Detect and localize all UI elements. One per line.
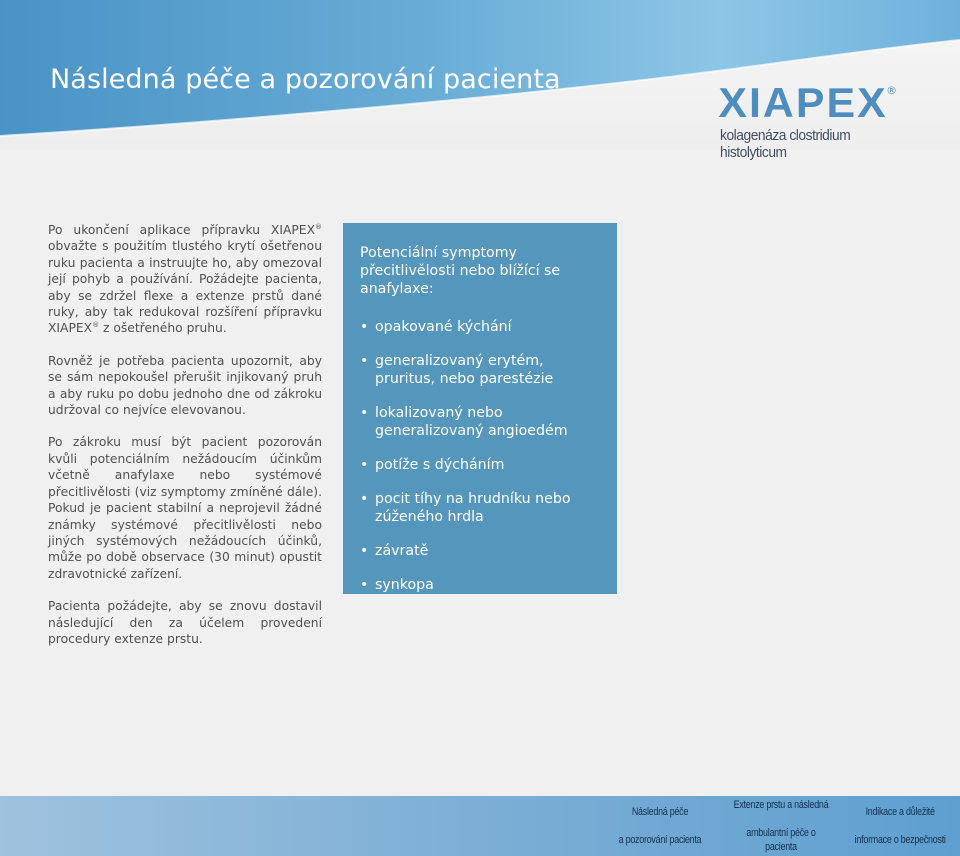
nav-tab-finger-extension[interactable]: Extenze prstu a následná ambulantní péče o pacienta — [733, 799, 829, 853]
instructions-text — [48, 222, 322, 663]
symptom-item: • generalizovaný erytém, pruritus, nebo parestézie — [360, 353, 554, 387]
logo-wordmark: XIAPEX — [718, 79, 888, 126]
bullet-icon: • — [360, 543, 369, 559]
header-band — [0, 0, 960, 161]
symptom-list — [360, 318, 599, 594]
footer-navigation — [0, 796, 960, 856]
symptom-item: • pocit tíhy na hrudníku nebo zúženého hrdla — [360, 491, 571, 525]
bullet-icon: • — [360, 319, 369, 335]
symptom-item: • závratě — [360, 543, 429, 559]
bullet-icon: • — [360, 405, 369, 421]
hypersensitivity-symptoms-box — [343, 223, 617, 594]
logo-subtitle: kolagenáza clostridium histolyticum — [720, 127, 851, 161]
symptom-item: • potíže s dýcháním — [360, 457, 505, 473]
bullet-icon: • — [360, 353, 369, 369]
logo-registered-mark: ® — [886, 84, 898, 97]
bullet-icon: • — [360, 457, 369, 473]
symptoms-box-title: Potenciální symptomy přecitlivělosti nebo blížící se anafylaxe: — [360, 245, 561, 297]
paragraph-observation: Po zákroku musí být pacient pozorován kvůli potenciálním nežádoucím účinkům včetně anafylaxe nebo systémové přecitlivělosti (viz symptomy zmíněné dále). Pokud je pacient stabilní a neprojevil žádné známky systémové přecitlivělosti nebo jiných systémových nežádoucích účinků, může po době observace (30 minut) opustit zdravotnické zařízení. — [48, 435, 322, 581]
symptom-item: • lokalizovaný nebo generalizovaný angioedém — [360, 405, 568, 439]
xiapex-logo — [718, 79, 925, 161]
symptom-item: • synkopa — [360, 577, 434, 593]
bullet-icon: • — [360, 491, 369, 507]
paragraph-elevation: Rovněž je potřeba pacienta upozornit, aby se sám nepokoušel přerušit injikovaný pruh a aby ruku po dobu jednoho dne od zákroku udržoval co nejvíce elevovanou. — [48, 353, 322, 418]
nav-tab-aftercare[interactable]: Následná péče a pozorování pacienta — [618, 806, 702, 846]
paragraph-return-visit: Pacienta požádejte, aby se znovu dostavil následující den za účelem provedení procedury extenze prstu. — [48, 599, 322, 646]
page-title: Následná péče a pozorování pacienta — [50, 64, 561, 95]
symptom-item: • opakované kýchání — [360, 319, 512, 335]
paragraph-aftercare: Po ukončení aplikace přípravku XIAPEX® obvažte s použitím tlustého krytí ošetřenou ruku pacienta a instruujte ho, aby omezoval její pohyb a používání. Požádejte pacienta, aby se zdržel flexe a extenze prstů dané ruky, aby tak redukoval rozšíření přípravku XIAPEX® z ošetřeného pruhu. — [48, 222, 322, 336]
nav-tab-indications-safety[interactable]: Indikace a důležité informace o bezpečnosti — [854, 806, 946, 846]
bullet-icon: • — [360, 577, 369, 593]
